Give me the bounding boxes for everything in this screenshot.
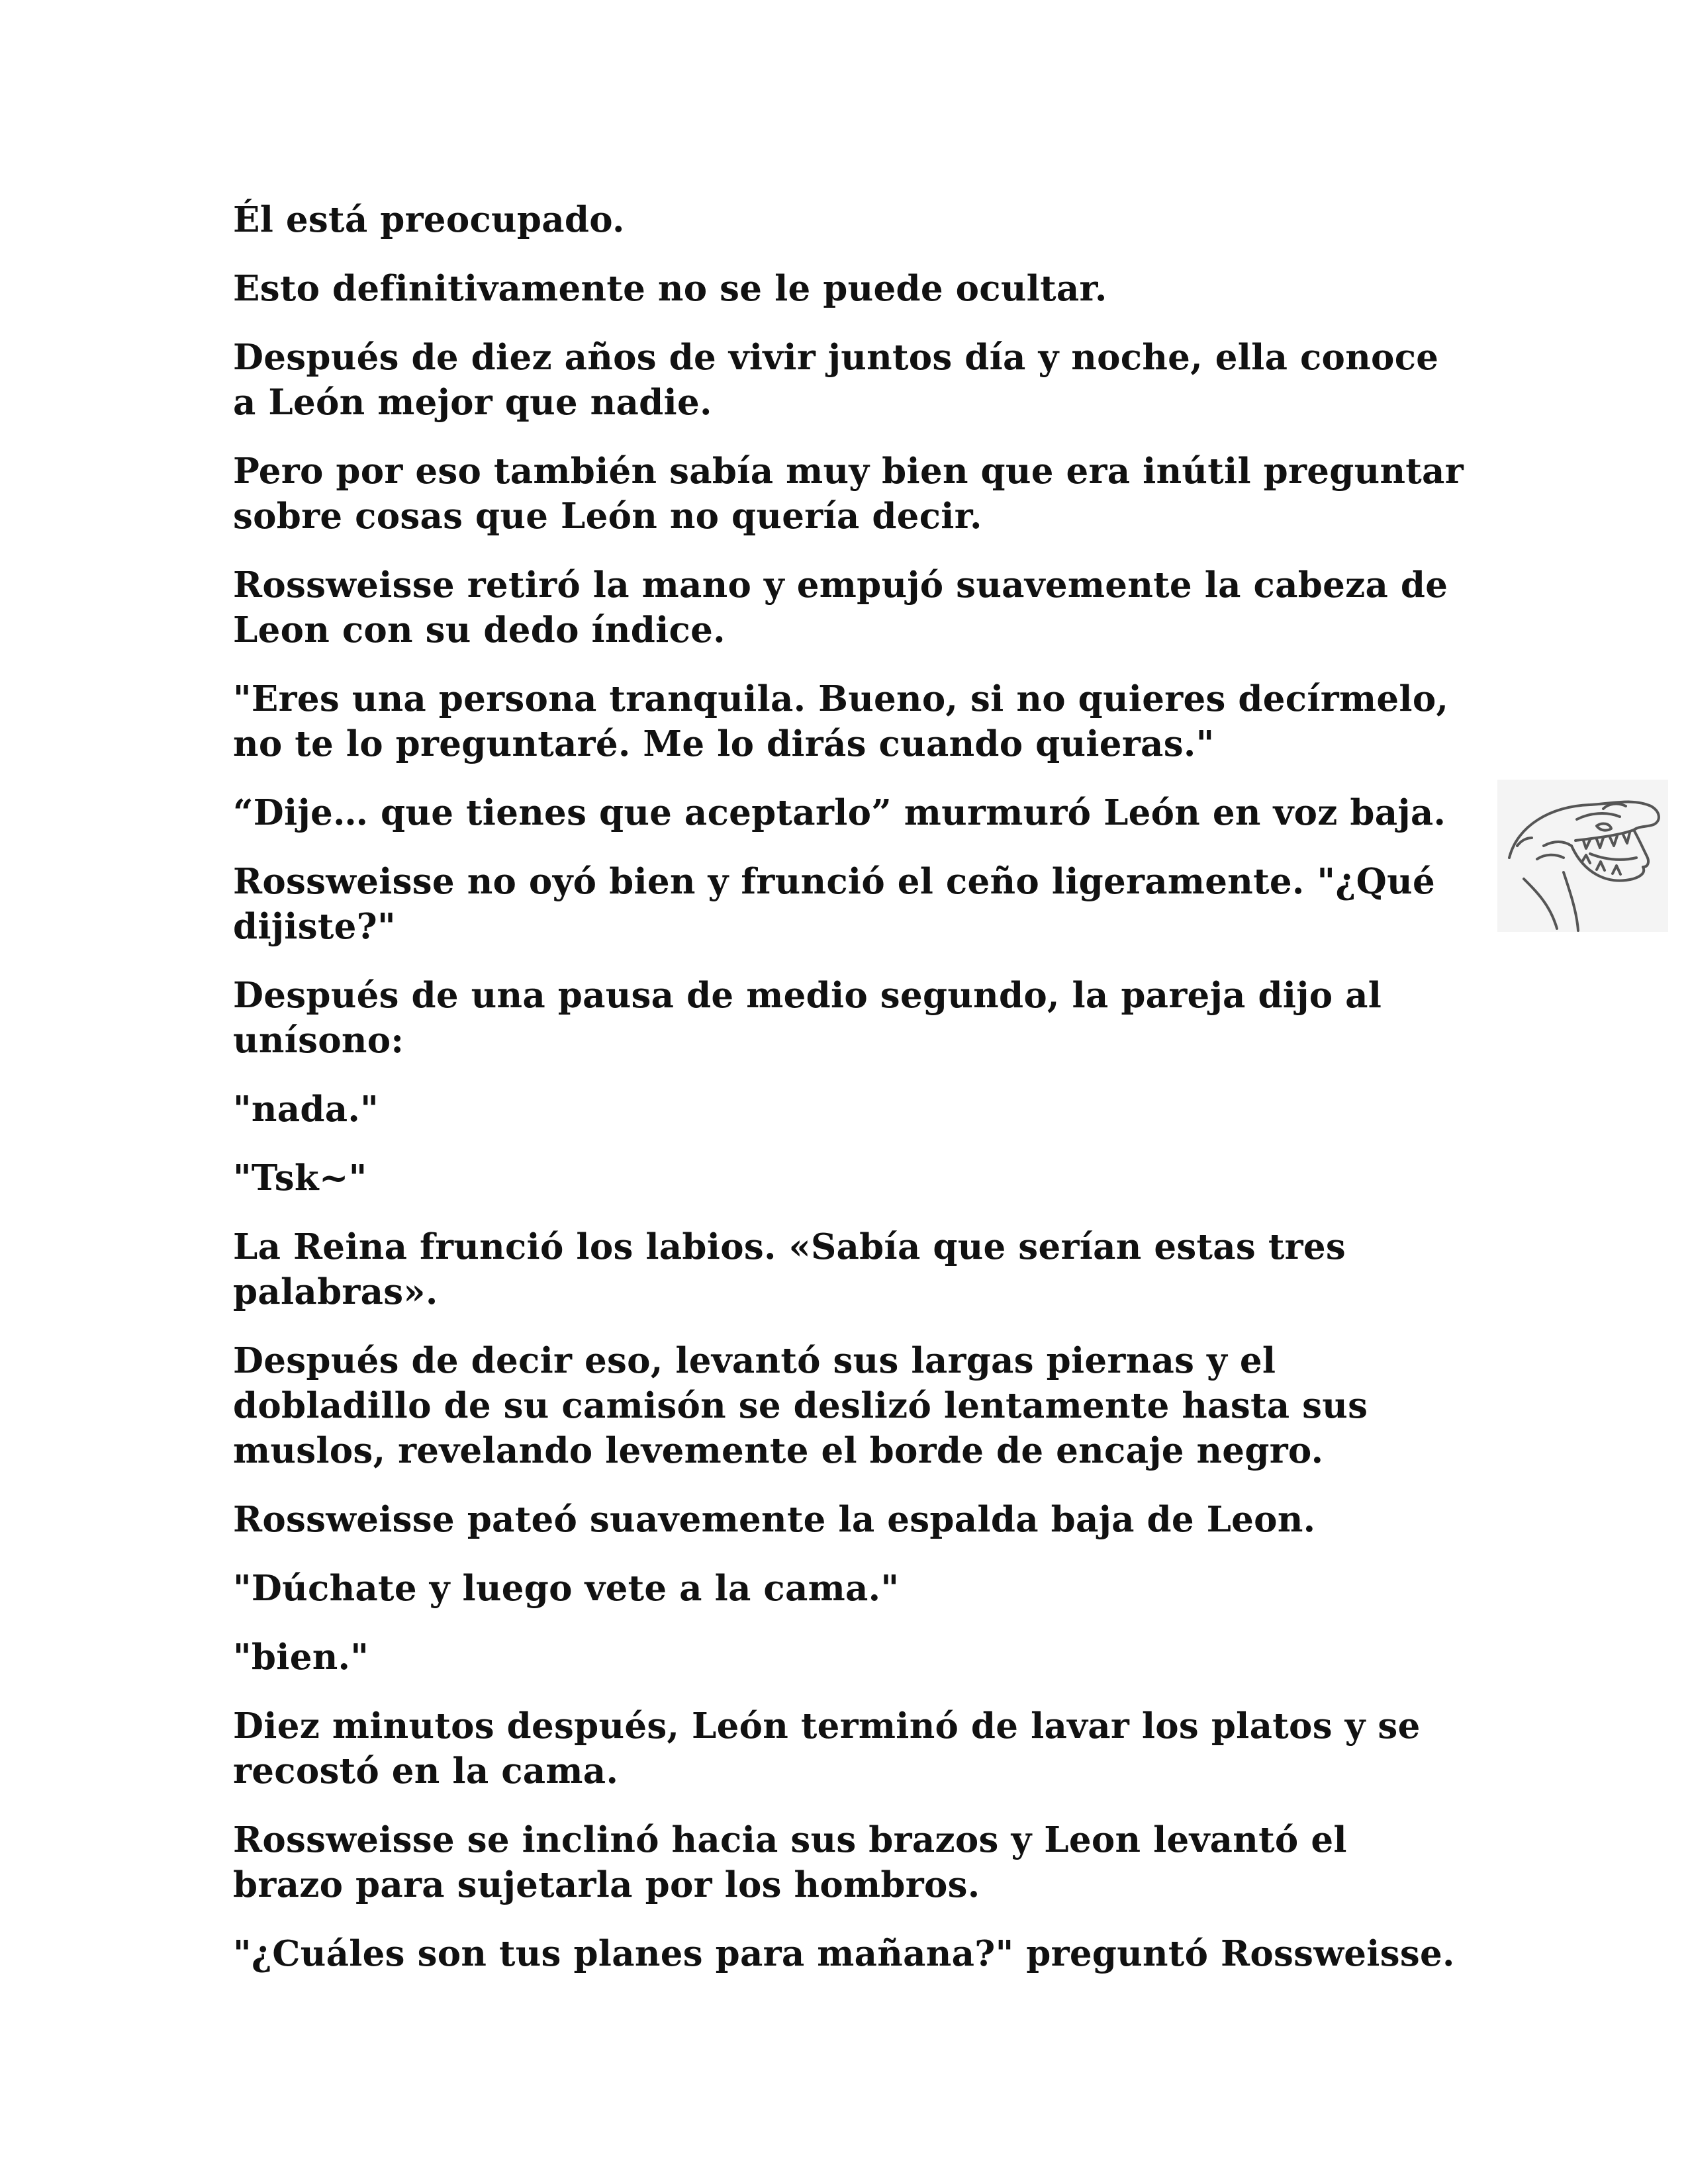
paragraph: Rossweisse pateó suavemente la espalda baja de Leon. bbox=[233, 1499, 1316, 1540]
paragraph: Él está preocupado. bbox=[233, 199, 625, 240]
paragraph: "nada." bbox=[233, 1089, 379, 1130]
paragraph: "bien." bbox=[233, 1637, 369, 1678]
paragraph: "¿Cuáles son tus planes para mañana?" preguntó Rossweisse. bbox=[233, 1933, 1455, 1974]
paragraph: Después de decir eso, levantó sus largas piernas y el dobladillo de su camisón se deslizó lentamente hasta sus muslos, revelando levemente el borde de encaje negro. bbox=[233, 1340, 1368, 1471]
paragraph: Pero por eso también sabía muy bien que era inútil preguntar sobre cosas que León no quería decir. bbox=[233, 451, 1464, 537]
paragraph: Esto definitivamente no se le puede ocultar. bbox=[233, 268, 1107, 309]
paragraph: “Dije… que tienes que aceptarlo” murmuró León en voz baja. bbox=[233, 792, 1446, 833]
paragraph: Rossweisse retiró la mano y empujó suavemente la cabeza de Leon con su dedo índice. bbox=[233, 565, 1448, 651]
paragraph: Después de diez años de vivir juntos día y noche, ella conoce a León mejor que nadie. bbox=[233, 337, 1439, 423]
paragraph: "Dúchate y luego vete a la cama." bbox=[233, 1568, 900, 1609]
paragraph: Rossweisse no oyó bien y frunció el ceño ligeramente. "¿Qué dijiste?" bbox=[233, 861, 1435, 947]
paragraph: "Eres una persona tranquila. Bueno, si no quieres decírmelo, no te lo preguntaré. Me lo dirás cuando quieras." bbox=[233, 678, 1449, 764]
paragraph: "Tsk~" bbox=[233, 1158, 367, 1199]
paragraph: Rossweisse se inclinó hacia sus brazos y Leon levantó el brazo para sujetarla por los hombros. bbox=[233, 1819, 1347, 1905]
document-body bbox=[233, 197, 1464, 2000]
paragraph: La Reina frunció los labios. «Sabía que serían estas tres palabras». bbox=[233, 1226, 1346, 1312]
dinosaur-head-icon bbox=[1497, 780, 1668, 932]
paragraph: Después de una pausa de medio segundo, la pareja dijo al unísono: bbox=[233, 975, 1382, 1061]
paragraph: Diez minutos después, León terminó de lavar los platos y se recostó en la cama. bbox=[233, 1706, 1421, 1792]
